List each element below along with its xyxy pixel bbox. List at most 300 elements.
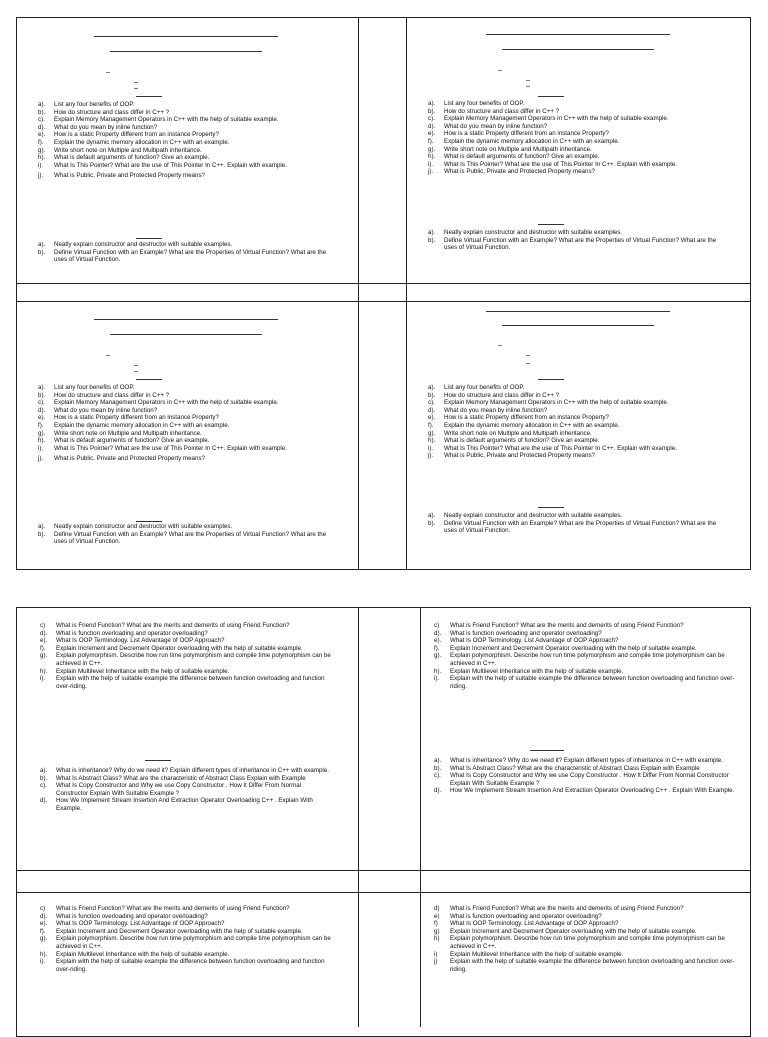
question-label: h). (428, 437, 436, 445)
question-text: Define Virtual Function with an Example? What are the Properties of Virtual Function? What are the uses of Virtual Function. (444, 236, 717, 252)
question-label: j) (434, 958, 438, 966)
question-text: Explain Memory Management Operators in C++ with the help of suitable example. (54, 399, 279, 407)
question-item (428, 422, 746, 430)
question-label: b). (428, 236, 436, 244)
question-item (434, 675, 750, 690)
question-label: d). (434, 629, 442, 637)
question-text: Explain Increment and Decrement Operator overloading with the help of suitable example. (56, 927, 303, 935)
question-label: i). (38, 444, 44, 452)
question-label: j). (428, 452, 434, 460)
question-text: What do you mean by inline function? (54, 123, 158, 131)
question-text: Explain the dynamic memory allocation in C++ with an example. (54, 421, 230, 429)
question-text: Explain polymorphism. Describe how run time polymorphism and compile time polymorphism can be achieved in C++. (56, 935, 331, 950)
question-text: What is Friend Function? What are the merits and demerits of using Friend Function? (56, 622, 290, 629)
question-item (428, 115, 746, 123)
question-text: Neatly explain constructor and destructor with suitable examples. (54, 523, 233, 530)
question-item (434, 637, 750, 645)
question-label: i). (428, 160, 434, 168)
question-label: i). (428, 444, 434, 452)
question-text: List any four benefits of OOP. (54, 101, 135, 108)
question-text: What Is OOP Terminology. List Advantage of OOP Approach? (450, 637, 619, 645)
grid-divider (420, 607, 421, 1027)
question-item (40, 913, 332, 921)
question-item (434, 787, 750, 795)
question-text: What is function overloading and operator overloading? (56, 629, 208, 637)
question-label: h). (38, 437, 46, 445)
question-item (40, 637, 332, 645)
question-text: Explain Memory Management Operators in C++ with the help of suitable example. (54, 116, 279, 124)
question-label: a). (428, 384, 436, 391)
question-item (40, 652, 332, 667)
question-label: e). (434, 637, 442, 645)
question-item (38, 455, 354, 463)
question-text: What is Friend Function? What are the merits and demerits of using Friend Function? (56, 905, 290, 912)
section-marker (136, 521, 162, 522)
question-item (38, 241, 328, 249)
question-item (434, 765, 750, 773)
question-label: g). (40, 935, 48, 943)
question-card (36, 309, 354, 567)
question-label: c). (428, 115, 435, 123)
question-item (434, 757, 750, 765)
question-label: i). (434, 675, 440, 683)
question-item (428, 430, 746, 438)
question-label: e). (40, 637, 48, 645)
question-item (428, 161, 746, 169)
question-item (38, 116, 354, 124)
question-text: How do structure and class differ in C++ ? (54, 108, 170, 116)
question-item (38, 109, 354, 117)
section-marker (538, 507, 564, 508)
question-item (434, 668, 750, 676)
question-text: What is default arguments of function? Give an example. (444, 437, 600, 445)
header-mark (134, 365, 138, 366)
question-card (40, 622, 340, 868)
question-text: What Is OOP Terminology. List Advantage of OOP Approach? (56, 920, 225, 928)
question-label: c). (38, 116, 45, 124)
question-list (434, 905, 750, 973)
question-text: Explain with the help of suitable example the difference between function overloading and function over-riding. (450, 675, 735, 690)
question-text: Explain the dynamic memory allocation in C++ with an example. (54, 138, 230, 146)
question-text: What is default arguments of function? Give an example. (444, 153, 600, 161)
question-item (40, 951, 332, 959)
question-text: What Is OOP Terminology. List Advantage of OOP Approach? (450, 920, 619, 928)
question-text: What Is This Pointer? What are the use of This Pointer In C++. Explain with example. (444, 160, 677, 168)
question-list (38, 384, 354, 463)
question-item (428, 100, 746, 108)
question-item (428, 237, 728, 252)
question-label: g). (38, 146, 46, 154)
question-text: Explain polymorphism. Describe how run time polymorphism and compile time polymorphism can be achieved in C++. (56, 652, 331, 667)
question-item (40, 905, 332, 913)
question-item (434, 913, 750, 921)
question-item (40, 675, 332, 690)
question-item (40, 767, 332, 775)
question-label: e) (434, 912, 440, 920)
header-mark (134, 82, 138, 83)
header-rule (502, 325, 654, 326)
question-item (38, 147, 354, 155)
question-label: f). (38, 421, 44, 429)
question-label: c) (40, 905, 46, 912)
question-label: b). (428, 519, 436, 527)
question-item (38, 430, 354, 438)
question-text: Explain Multilevel Inheritance with the help of suitable example. (450, 667, 624, 675)
question-item (428, 153, 746, 161)
question-text: Explain Increment and Decrement Operator overloading with the help of suitable example. (450, 644, 697, 652)
question-text: List any four benefits of OOP. (54, 384, 135, 391)
question-text: How We Implement Stream Insertion And Extraction Operator Overloading C++ . Explain With Example. (56, 797, 313, 812)
question-text: How do structure and class differ in C++ ? (54, 391, 170, 399)
question-text: Explain Multilevel Inheritance with the help of suitable example. (56, 950, 230, 958)
header-mark (498, 70, 502, 71)
section-marker (136, 238, 162, 239)
question-item (428, 512, 728, 520)
question-label: b). (38, 391, 46, 399)
question-item (434, 905, 750, 913)
question-label: d). (38, 406, 46, 414)
question-card (426, 307, 746, 565)
question-item (434, 652, 750, 667)
question-text: Neatly explain constructor and destructor with suitable examples. (444, 512, 623, 519)
question-item (428, 123, 746, 131)
question-text: What do you mean by inline function? (54, 406, 158, 414)
header-mark (498, 345, 502, 346)
header-mark (526, 80, 530, 81)
header-rule (110, 51, 262, 52)
question-item (434, 958, 750, 973)
grid-divider (358, 17, 359, 570)
question-label: a). (40, 767, 48, 774)
question-label: b). (38, 108, 46, 116)
question-label: h). (40, 667, 48, 675)
question-list (428, 229, 728, 252)
question-label: d). (428, 406, 436, 414)
question-item (428, 520, 728, 535)
question-label: j). (38, 455, 44, 463)
question-item (38, 422, 354, 430)
question-list (428, 100, 746, 176)
question-text: What Is Copy Constructor and Why we use Copy Constructor . How It Differ From Normal Constructor Explain With Suitable Example ? (450, 772, 729, 787)
question-text: Explain Multilevel Inheritance with the help of suitable example. (56, 667, 230, 675)
question-card (36, 26, 354, 281)
grid-divider (16, 301, 751, 302)
question-label: f). (40, 644, 46, 652)
question-label: a). (428, 512, 436, 519)
question-text: How is a static Property different from an instance Property? (54, 414, 219, 422)
question-text: List any four benefits of OOP. (444, 384, 525, 391)
question-label: f) (434, 920, 438, 928)
header-rule (502, 49, 654, 50)
question-item (38, 154, 354, 162)
question-label: b). (428, 391, 436, 399)
question-label: j). (428, 168, 434, 176)
question-label: h). (40, 950, 48, 958)
header-rule (486, 34, 670, 35)
question-item (38, 407, 354, 415)
question-item (38, 131, 354, 139)
question-item (434, 951, 750, 959)
header-rule (110, 334, 262, 335)
question-label: b). (434, 764, 442, 772)
question-list (428, 512, 728, 535)
question-label: c). (40, 782, 47, 790)
question-item (40, 630, 332, 638)
question-text: What Is This Pointer? What are the use of This Pointer In C++. Explain with example. (444, 444, 677, 452)
question-label: h). (38, 154, 46, 162)
question-label: h) (434, 935, 440, 943)
question-item (434, 645, 750, 653)
question-text: Write short note on Multiple and Multipath inheritance. (54, 146, 202, 154)
question-label: b). (38, 248, 46, 256)
question-item (428, 108, 746, 116)
question-label: f). (434, 644, 440, 652)
question-text: Explain with the help of suitable example the difference between function overloading and function over-riding. (450, 958, 735, 973)
grid-divider (16, 283, 751, 284)
section-marker (538, 224, 564, 225)
question-label: e). (38, 414, 46, 422)
question-text: Explain the dynamic memory allocation in C++ with an example. (444, 421, 620, 429)
question-text: Write short note on Multiple and Multipath inheritance. (444, 429, 592, 437)
question-item (38, 392, 354, 400)
question-text: Define Virtual Function with an Example? What are the Properties of Virtual Function? What are the uses of Virtual Function. (54, 530, 327, 546)
question-label: f). (40, 927, 46, 935)
question-list (38, 523, 328, 546)
question-label: i). (40, 675, 46, 683)
question-text: List any four benefits of OOP. (444, 100, 525, 107)
question-label: c) (434, 622, 440, 629)
question-label: g). (38, 429, 46, 437)
question-item (428, 407, 746, 415)
question-label: d). (434, 787, 442, 795)
question-text: What is Friend Function? What are the merits and demerits of using Friend Function? (450, 905, 684, 912)
question-text: Explain Memory Management Operators in C++ with the help of suitable example. (444, 115, 669, 123)
header-mark (134, 371, 138, 372)
question-label: b). (40, 774, 48, 782)
question-text: How do structure and class differ in C++ ? (444, 391, 560, 399)
question-text: How is a static Property different from an instance Property? (54, 131, 219, 139)
header-rule (486, 311, 670, 312)
question-text: Define Virtual Function with an Example? What are the Properties of Virtual Function? What are the uses of Virtual Function. (444, 519, 717, 535)
question-label: d). (428, 122, 436, 130)
question-item (40, 775, 332, 783)
question-item (434, 935, 750, 950)
question-label: i). (40, 958, 46, 966)
header-rule (94, 319, 278, 320)
question-card (426, 26, 746, 281)
question-label: a). (428, 229, 436, 236)
question-label: a). (38, 241, 46, 248)
header-mark (526, 355, 530, 356)
grid-divider (16, 870, 751, 871)
question-item (428, 452, 746, 460)
header-mark (106, 355, 110, 356)
question-list (434, 622, 750, 690)
question-item (428, 384, 746, 392)
grid-divider (406, 17, 407, 570)
question-text: What is Public, Private and Protected Property means? (444, 452, 595, 460)
question-text: What do you mean by inline function? (444, 122, 548, 130)
question-text: Explain with the help of suitable example the difference between function overloading and function over-riding. (56, 958, 325, 973)
question-label: i). (38, 161, 44, 169)
question-text: Define Virtual Function with an Example? What are the Properties of Virtual Function? What are the uses of Virtual Function. (54, 248, 327, 264)
question-text: What is function overloading and operator overloading? (450, 629, 602, 637)
question-item (38, 523, 328, 531)
question-text: Write short note on Multiple and Multipath inheritance. (444, 145, 592, 153)
question-label: e). (428, 130, 436, 138)
question-text: Explain Increment and Decrement Operator overloading with the help of suitable example. (56, 644, 303, 652)
question-label: j). (38, 172, 44, 180)
section-marker (538, 96, 564, 97)
question-item (40, 645, 332, 653)
question-text: What is default arguments of function? Give an example. (54, 437, 210, 445)
question-label: d). (38, 123, 46, 131)
question-item (40, 622, 332, 630)
question-label: g). (428, 145, 436, 153)
question-text: What Is Copy Constructor and Why we use Copy Constructor . How It Differ From Normal Constructor Explain With Suitable Example ? (56, 782, 302, 797)
question-item (434, 928, 750, 936)
question-item (40, 928, 332, 936)
question-list (38, 241, 328, 264)
section-marker (145, 760, 171, 761)
question-label: b). (38, 530, 46, 538)
question-label: d) (434, 905, 440, 912)
question-item (428, 414, 746, 422)
question-label: f). (428, 137, 434, 145)
question-text: What is default arguments of function? Give an example. (54, 154, 210, 162)
question-text: Explain with the help of suitable example the difference between function overloading and function over-riding. (56, 675, 325, 690)
question-label: g). (428, 429, 436, 437)
question-item (40, 782, 332, 797)
question-label: i) (434, 950, 438, 958)
question-label: h). (428, 153, 436, 161)
question-item (428, 229, 728, 237)
question-list (40, 767, 332, 813)
question-text: What Is Abstract Class? What are the characteristic of Abstract Class Explain with Example (450, 764, 700, 772)
section-marker (136, 379, 162, 380)
question-item (428, 146, 746, 154)
question-label: e). (40, 920, 48, 928)
question-label: g) (434, 927, 440, 935)
grid-divider (16, 892, 751, 893)
header-mark (526, 86, 530, 87)
section-marker (538, 379, 564, 380)
question-label: d). (40, 797, 48, 805)
question-text: Write short note on Multiple and Multipath inheritance. (54, 429, 202, 437)
question-item (38, 437, 354, 445)
question-label: a). (428, 100, 436, 107)
question-list (38, 101, 354, 180)
question-item (434, 772, 750, 787)
question-text: What Is OOP Terminology. List Advantage of OOP Approach? (56, 637, 225, 645)
question-label: d). (40, 629, 48, 637)
question-item (38, 124, 354, 132)
question-label: b). (428, 107, 436, 115)
question-text: What is function overloading and operator overloading? (56, 912, 208, 920)
question-text: What is function overloading and operator overloading? (450, 912, 602, 920)
question-text: Explain Increment and Decrement Operator overloading with the help of suitable example. (450, 927, 697, 935)
question-label: f). (38, 138, 44, 146)
question-item (38, 384, 354, 392)
header-rule (94, 36, 278, 37)
question-label: e). (428, 414, 436, 422)
header-mark (106, 72, 110, 73)
question-sheet-page-2 (0, 607, 768, 1024)
question-text: What is inheritance? Why do we need it? Explain different types of inheritance in C++ with example. (56, 767, 329, 774)
question-text: What is Public, Private and Protected Property means? (54, 455, 205, 463)
question-text: Explain polymorphism. Describe how run time polymorphism and compile time polymorphism can be achieved in C++. (450, 935, 725, 950)
question-text: Neatly explain constructor and destructor with suitable examples. (54, 241, 233, 248)
question-item (428, 168, 746, 176)
question-item (428, 138, 746, 146)
question-item (40, 958, 332, 973)
page-gap (0, 585, 768, 607)
question-item (40, 668, 332, 676)
question-item (428, 392, 746, 400)
question-label: d). (40, 912, 48, 920)
question-item (38, 531, 328, 546)
question-item (38, 445, 354, 453)
question-text: What is Public, Private and Protected Property means? (444, 168, 595, 176)
question-item (38, 172, 354, 180)
question-text: Explain polymorphism. Describe how run time polymorphism and compile time polymorphism can be achieved in C++. (450, 652, 725, 667)
question-item (428, 445, 746, 453)
question-text: What Is This Pointer? What are the use of This Pointer In C++. Explain with example. (54, 444, 287, 452)
question-item (434, 920, 750, 928)
question-text: How do structure and class differ in C++ ? (444, 107, 560, 115)
question-label: e). (38, 131, 46, 139)
question-text: What Is This Pointer? What are the use of This Pointer In C++. Explain with example. (54, 161, 287, 169)
question-card (40, 905, 340, 1024)
question-label: a). (38, 523, 46, 530)
header-mark (134, 88, 138, 89)
section-marker (136, 96, 162, 97)
question-item (434, 630, 750, 638)
question-label: a). (38, 384, 46, 391)
question-label: f). (428, 421, 434, 429)
question-item (40, 797, 332, 812)
question-label: a). (434, 757, 442, 764)
question-item (434, 622, 750, 630)
question-text: Explain Memory Management Operators in C++ with the help of suitable example. (444, 399, 669, 407)
question-text: Neatly explain constructor and destructor with suitable examples. (444, 229, 623, 236)
question-item (38, 139, 354, 147)
question-item (38, 101, 354, 109)
question-item (38, 249, 328, 264)
question-label: c). (38, 399, 45, 407)
question-label: c). (434, 772, 441, 780)
question-label: a). (38, 101, 46, 108)
question-text: What is Friend Function? What are the merits and demerits of using Friend Function? (450, 622, 684, 629)
question-text: How is a static Property different from an instance Property? (444, 130, 609, 138)
question-text: How is a static Property different from an instance Property? (444, 414, 609, 422)
question-list (40, 622, 332, 690)
question-item (38, 399, 354, 407)
question-text: What do you mean by inline function? (444, 406, 548, 414)
question-item (38, 162, 354, 170)
question-list (428, 384, 746, 460)
question-item (428, 399, 746, 407)
question-item (40, 920, 332, 928)
question-text: How We Implement Stream Insertion And Extraction Operator Overloading C++ . Explain With Example. (450, 787, 735, 795)
header-mark (526, 363, 530, 364)
question-item (428, 130, 746, 138)
question-label: g). (434, 652, 442, 660)
question-label: c) (40, 622, 46, 629)
question-list (40, 905, 332, 973)
question-text: Explain Multilevel Inheritance with the help of suitable example. (450, 950, 624, 958)
question-card (434, 905, 750, 1024)
